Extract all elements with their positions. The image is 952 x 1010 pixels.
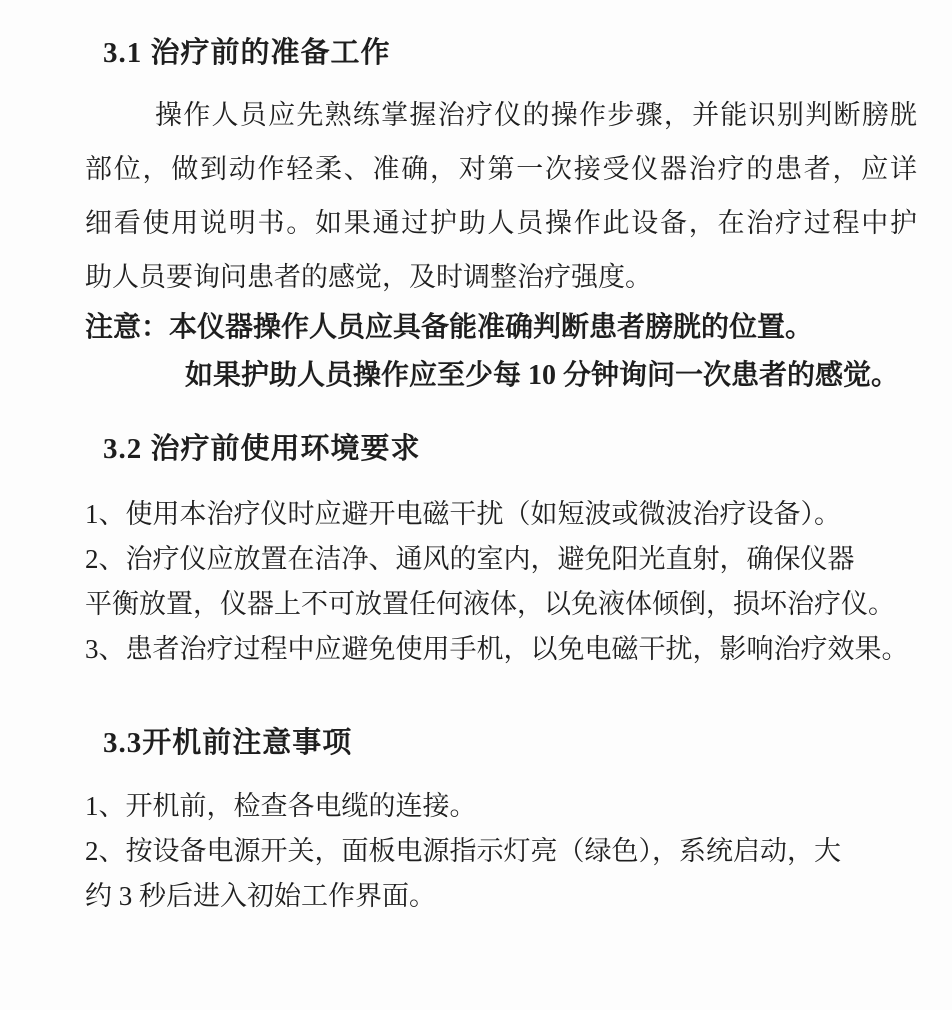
list-item-line: 平衡放置，仪器上不可放置任何液体，以免液体倾倒，损坏治疗仪。 — [85, 589, 895, 619]
text-line: 操作人员应先熟练掌握治疗仪的操作步骤，并能识别判断膀胱 — [155, 100, 917, 130]
list-item-line: 约 3 秒后进入初始工作界面。 — [85, 881, 436, 911]
text-line: 细看使用说明书。如果通过护助人员操作此设备，在治疗过程中护 — [85, 208, 917, 238]
section-3-1-paragraph — [85, 88, 917, 304]
page-content — [85, 0, 943, 919]
list-item-line: 2、按设备电源开关，面板电源指示灯亮（绿色），系统启动，大 — [85, 836, 841, 866]
list-item-line: 1、开机前，检查各电缆的连接。 — [85, 791, 477, 821]
list-item-line: 2、治疗仪应放置在洁净、通风的室内，避免阳光直射，确保仪器 — [85, 544, 855, 574]
section-3-2-list — [85, 492, 943, 672]
notice-block — [85, 304, 943, 400]
list-item-line: 3、患者治疗过程中应避免使用手机，以免电磁干扰，影响治疗效果。 — [85, 634, 909, 664]
text-line: 部位，做到动作轻柔、准确，对第一次接受仪器治疗的患者，应详 — [85, 154, 917, 184]
section-3-3-heading: 3.3开机前注意事项 — [103, 727, 353, 759]
section-3-3-list — [85, 784, 943, 919]
notice-line: 注意：本仪器操作人员应具备能准确判断患者膀胱的位置。 — [85, 312, 814, 343]
list-item-line: 1、使用本治疗仪时应避开电磁干扰（如短波或微波治疗设备）。 — [85, 499, 841, 529]
text-line: 助人员要询问患者的感觉，及时调整治疗强度。 — [85, 262, 652, 292]
section-3-2-heading: 3.2 治疗前使用环境要求 — [103, 433, 421, 465]
section-3-1-heading: 3.1 治疗前的准备工作 — [103, 37, 391, 69]
notice-line: 如果护助人员操作应至少每 10 分钟询问一次患者的感觉。 — [185, 360, 900, 391]
